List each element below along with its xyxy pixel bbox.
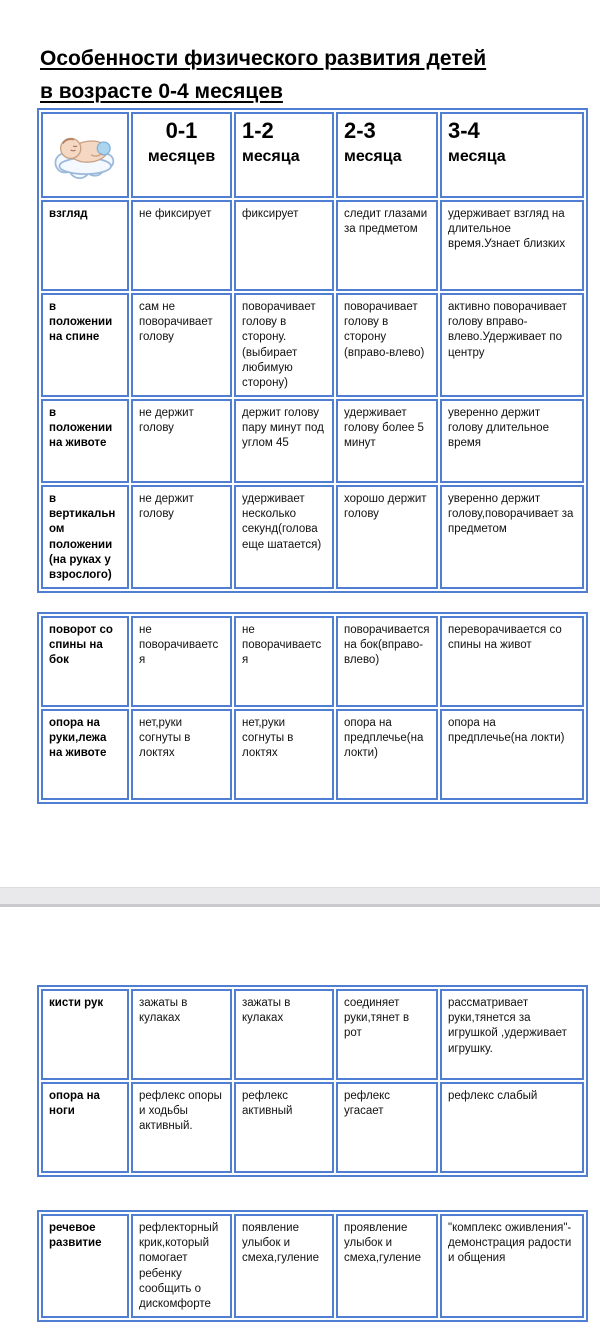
table-cell: уверенно держит голову длительное время: [440, 399, 584, 483]
table-row-gaze: [41, 200, 584, 291]
page-title-line2: в возрасте 0-4 месяцев: [40, 80, 283, 103]
table-cell: нет,руки согнуты в локтях: [131, 709, 232, 800]
table-row-on-belly: [41, 399, 584, 483]
table-cell: нет,руки согнуты в локтях: [234, 709, 334, 800]
age-number: 1-2: [242, 118, 274, 143]
age-number: 2-3: [344, 118, 376, 143]
table-cell: хорошо держит голову: [336, 485, 438, 589]
table-cell: зажаты в кулаках: [234, 989, 334, 1080]
table-cell: рассматривает руки,тянется за игрушкой ,удерживает игрушку.: [440, 989, 584, 1080]
table-cell: рефлекс слабый: [440, 1082, 584, 1173]
table-cell: держит голову пару минут под углом 45: [234, 399, 334, 483]
table-cell: удерживает взгляд на длительное время.Узнает близких: [440, 200, 584, 291]
table-cell: уверенно держит голову,поворачивает за предметом: [440, 485, 584, 589]
header-row: [41, 112, 584, 198]
table-row-leg-support: [41, 1082, 584, 1173]
row-label: кисти рук: [41, 989, 129, 1080]
table-cell: соединяет руки,тянет в рот: [336, 989, 438, 1080]
table-cell: не держит голову: [131, 485, 232, 589]
table-cell: опора на предплечье(на локти): [440, 709, 584, 800]
row-label: взгляд: [41, 200, 129, 291]
row-label: поворот со спины на бок: [41, 616, 129, 707]
page-break-separator: [0, 887, 600, 907]
table-cell: рефлекс опоры и ходьбы активный.: [131, 1082, 232, 1173]
table-cell: не фиксирует: [131, 200, 232, 291]
age-unit: месяца: [344, 148, 402, 166]
age-column-0-1: [131, 112, 232, 198]
development-table-turning: [37, 612, 588, 804]
age-column-3-4: [440, 112, 584, 198]
table-cell: поворачивает голову в сторону.(выбирает любимую сторону): [234, 293, 334, 397]
development-table-speech: [37, 1210, 588, 1322]
table-cell: не поворачивается: [234, 616, 334, 707]
table-cell: зажаты в кулаках: [131, 989, 232, 1080]
table-cell: поворачивает голову в сторону (вправо-влево): [336, 293, 438, 397]
table-row-on-back: [41, 293, 584, 397]
row-label: опора на руки,лежа на животе: [41, 709, 129, 800]
table-cell: следит глазами за предметом: [336, 200, 438, 291]
row-label: в положении на животе: [41, 399, 129, 483]
row-label: в положении на спине: [41, 293, 129, 397]
table-cell: не держит голову: [131, 399, 232, 483]
table-cell: удерживает голову более 5 минут: [336, 399, 438, 483]
age-unit: месяца: [448, 148, 506, 166]
page-title-line1: Особенности физического развития детей: [40, 47, 487, 70]
table-cell: "комплекс оживления"-демонстрация радости и общения: [440, 1214, 584, 1318]
age-number: 3-4: [448, 118, 480, 143]
table-cell: сам не поворачивает голову: [131, 293, 232, 397]
table-cell: поворачивается на бок(вправо-влево): [336, 616, 438, 707]
table-row-vertical: [41, 485, 584, 589]
age-unit: месяца: [242, 148, 300, 166]
age-column-2-3: [336, 112, 438, 198]
table-cell: проявление улыбок и смеха,гуление: [336, 1214, 438, 1318]
page-title: [40, 42, 570, 108]
table-cell: фиксирует: [234, 200, 334, 291]
table-cell: переворачивается со спины на живот: [440, 616, 584, 707]
age-unit: месяцев: [147, 148, 216, 166]
row-label: речевое развитие: [41, 1214, 129, 1318]
table-cell: активно поворачивает голову вправо-влево.Удерживает по центру: [440, 293, 584, 397]
age-column-1-2: [234, 112, 334, 198]
table-cell: появление улыбок и смеха,гуление: [234, 1214, 334, 1318]
row-label: в вертикальном положении (на руках у взрослого): [41, 485, 129, 589]
table-row-hands: [41, 989, 584, 1080]
table-row-speech: [41, 1214, 584, 1318]
development-table-hands-legs: [37, 985, 588, 1177]
table-cell: не поворачивается: [131, 616, 232, 707]
table-cell: удерживает несколько секунд(голова еще шатается): [234, 485, 334, 589]
table-cell: рефлекторный крик,который помогает ребенку сообщить о дискомфорте: [131, 1214, 232, 1318]
table-row-turn-to-side: [41, 616, 584, 707]
table-row-arm-support: [41, 709, 584, 800]
age-number: 0-1: [165, 118, 198, 143]
table-cell: рефлекс активный: [234, 1082, 334, 1173]
row-label: опора на ноги: [41, 1082, 129, 1173]
baby-icon-cell: [41, 112, 129, 198]
development-table-main: [37, 108, 588, 593]
sleeping-baby-on-cloud-icon: [49, 119, 123, 181]
table-cell: рефлекс угасает: [336, 1082, 438, 1173]
table-cell: опора на предплечье(на локти): [336, 709, 438, 800]
